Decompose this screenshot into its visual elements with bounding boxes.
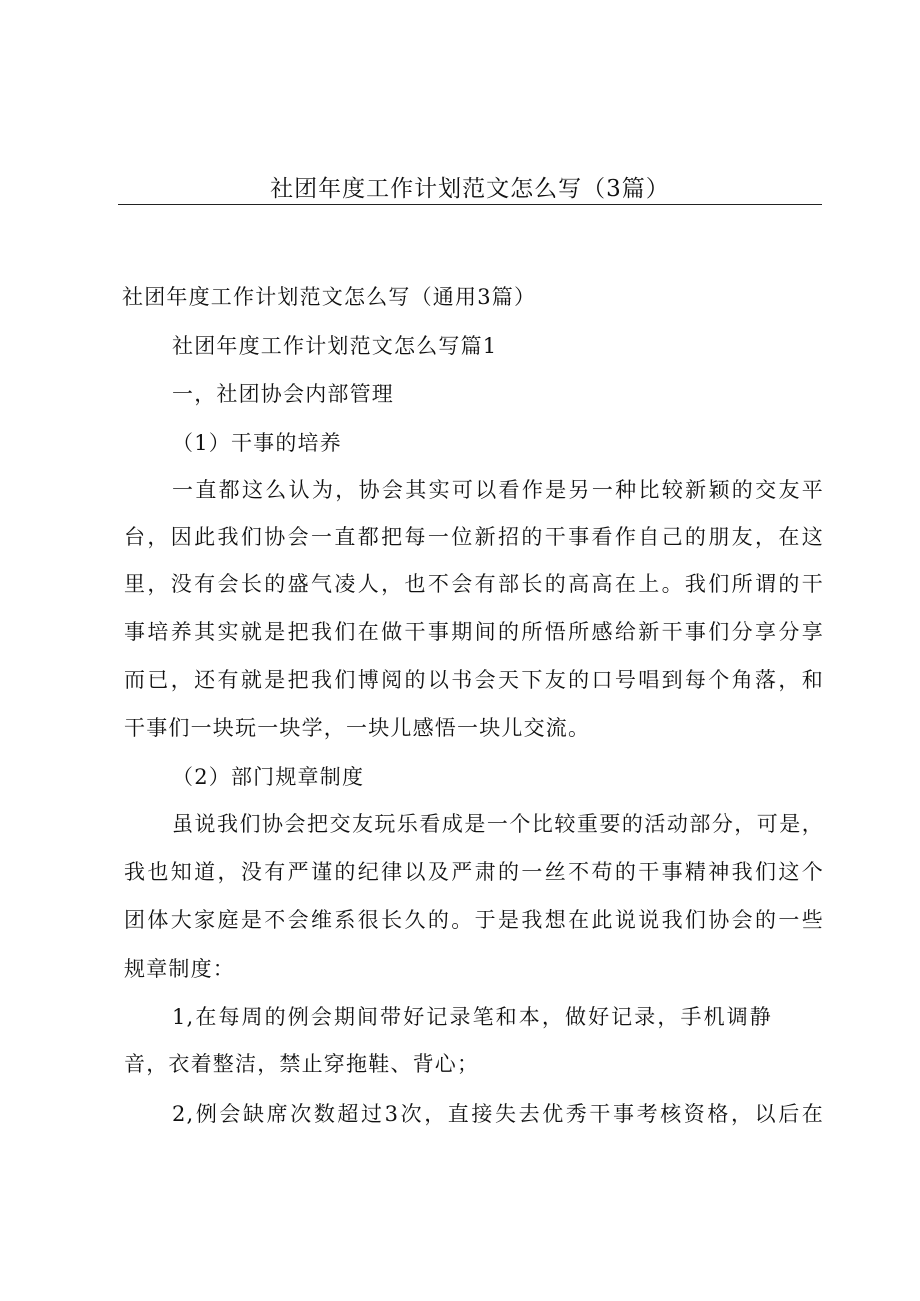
article-heading: 社团年度工作计划范文怎么写篇1: [172, 334, 498, 358]
subsection-heading: （2）部门规章制度: [172, 765, 365, 789]
paragraph-line: 而已，还有就是把我们博阅的以书会天下友的口号唱到每个角落，和: [124, 668, 824, 692]
document-subtitle: 社团年度工作计划范文怎么写（通用3篇）: [122, 285, 537, 309]
paragraph-line: 事培养其实就是把我们在做干事期间的所悟所感给新干事们分享分享: [124, 620, 824, 644]
section-heading: 一，社团协会内部管理: [172, 382, 394, 406]
page-title: 社团年度工作计划范文怎么写（3篇）: [270, 176, 670, 202]
rule-item-continuation: 音，衣着整洁，禁止穿拖鞋、背心；: [124, 1052, 480, 1076]
rule-item: 1,在每周的例会期间带好记录笔和本，做好记录，手机调静: [172, 1005, 772, 1029]
paragraph-line: 规章制度：: [124, 957, 235, 981]
paragraph-line: 干事们一块玩一块学，一块儿感悟一块儿交流。: [124, 716, 591, 740]
paragraph-line: 里，没有会长的盛气凌人，也不会有部长的高高在上。我们所谓的干: [124, 572, 824, 596]
paragraph-line: 台，因此我们协会一直都把每一位新招的干事看作自己的朋友，在这: [124, 525, 824, 549]
paragraph-line: 我也知道，没有严谨的纪律以及严肃的一丝不苟的干事精神我们这个: [124, 860, 824, 884]
title-underline: [118, 204, 822, 205]
paragraph-line: 虽说我们协会把交友玩乐看成是一个比较重要的活动部分，可是，: [172, 812, 824, 836]
paragraph-line: 一直都这么认为，协会其实可以看作是另一种比较新颖的交友平: [172, 478, 824, 502]
paragraph-line: 团体大家庭是不会维系很长久的。于是我想在此说说我们协会的一些: [124, 908, 824, 932]
subsection-heading: （1）干事的培养: [172, 431, 342, 455]
rule-item: 2,例会缺席次数超过3次，直接失去优秀干事考核资格，以后在: [172, 1102, 824, 1126]
